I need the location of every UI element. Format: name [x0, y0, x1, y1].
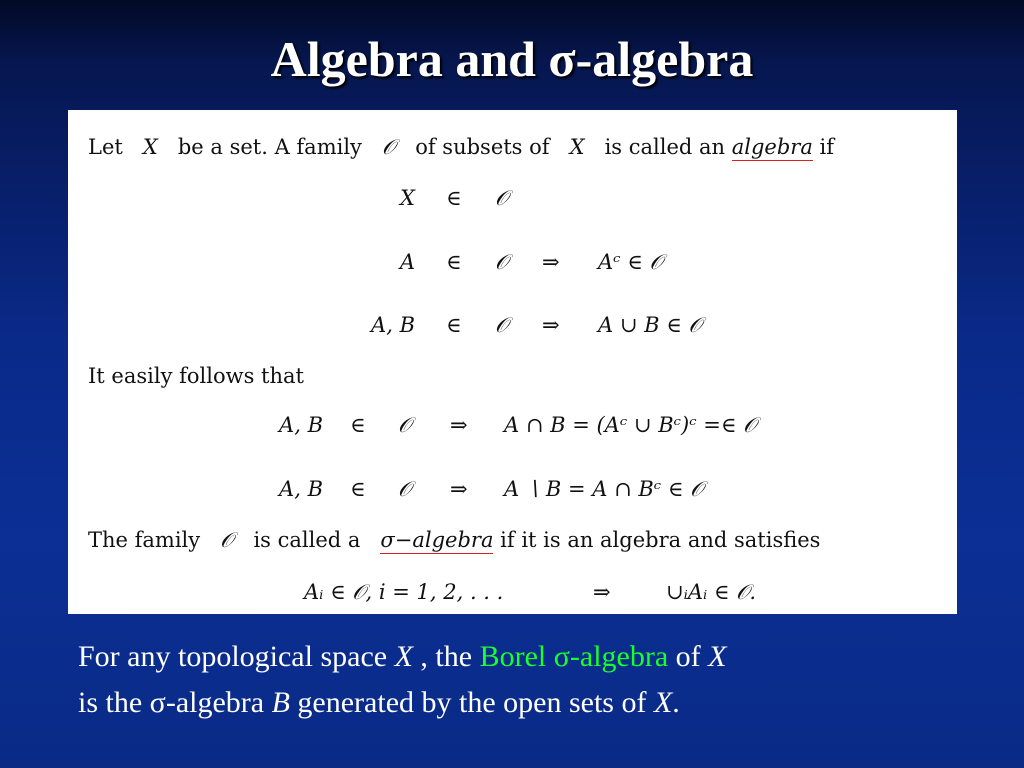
- text-if: if: [819, 135, 835, 159]
- term-sigma-algebra: σ−algebra: [380, 528, 494, 552]
- symbol-b: B: [271, 686, 290, 719]
- consequence-set: 𝒪: [398, 477, 412, 501]
- text-the-family: The family: [88, 528, 201, 552]
- text-is-the-sigma-algebra: is the σ-algebra: [78, 686, 265, 719]
- definition-panel: [68, 110, 957, 614]
- text-is-called-a: is called a: [253, 528, 361, 552]
- sigma-condition-lhs: Aᵢ ∈ 𝒪, i = 1, 2, . . .: [304, 580, 504, 604]
- axiom-implies: ⇒: [542, 313, 560, 337]
- borel-remark: [78, 634, 958, 726]
- axiom-lhs: A: [399, 250, 415, 274]
- text-of: of: [675, 640, 701, 673]
- axiom-lhs: A, B: [371, 313, 415, 337]
- symbol-x: X: [394, 640, 413, 673]
- consequence-relation: ∈: [350, 477, 366, 501]
- text-generated-by: generated by the open sets of: [297, 686, 647, 719]
- text-is-called-an: is called an: [604, 135, 726, 159]
- consequence-rhs: A ∖ B = A ∩ Bᶜ ∈ 𝒪: [504, 477, 704, 501]
- follows-text: It easily follows that: [88, 364, 304, 388]
- term-algebra: algebra: [731, 135, 813, 159]
- sigma-algebra-definition-line: [88, 528, 820, 553]
- symbol-x: X: [708, 640, 727, 673]
- axiom-rhs: A ∪ B ∈ 𝒪: [598, 313, 702, 337]
- text-of-subsets: of subsets of: [415, 135, 550, 159]
- axiom-relation: ∈: [446, 313, 462, 337]
- text-if-algebra-satisfies: if it is an algebra and satisfies: [500, 528, 821, 552]
- symbol-x: X: [653, 686, 673, 719]
- sigma-condition-implies: ⇒: [593, 580, 611, 604]
- symbol-x: X: [569, 135, 585, 159]
- consequence-lhs: A, B: [279, 477, 323, 501]
- symbol-x: X: [142, 135, 158, 159]
- axiom-set: 𝒪: [495, 313, 509, 337]
- slide-title: Algebra and σ-algebra: [270, 31, 754, 87]
- consequence-rhs: A ∩ B = (Aᶜ ∪ Bᶜ)ᶜ =∈ 𝒪: [504, 413, 757, 437]
- sigma-condition-rhs: ∪ᵢAᵢ ∈ 𝒪.: [666, 580, 757, 604]
- consequence-implies: ⇒: [450, 477, 468, 501]
- text-be-a-set: be a set. A family: [177, 135, 362, 159]
- symbol-family-o: 𝒪: [381, 135, 396, 159]
- term-borel-sigma-algebra: Borel σ-algebra: [479, 640, 669, 673]
- axiom-set: 𝒪: [495, 250, 509, 274]
- algebra-definition-line: [88, 135, 834, 160]
- axiom-set: 𝒪: [495, 186, 509, 210]
- consequence-relation: ∈: [350, 413, 366, 437]
- axiom-rhs: Aᶜ ∈ 𝒪: [598, 250, 663, 274]
- consequence-set: 𝒪: [398, 413, 412, 437]
- text-let: Let: [88, 135, 123, 159]
- consequence-implies: ⇒: [450, 413, 468, 437]
- text-the: , the: [420, 640, 473, 673]
- axiom-relation: ∈: [446, 250, 462, 274]
- text-for-any-space: For any topological space: [78, 640, 388, 673]
- axiom-lhs: X: [400, 186, 415, 210]
- axiom-relation: ∈: [446, 186, 462, 210]
- consequence-lhs: A, B: [279, 413, 323, 437]
- symbol-family-o: 𝒪: [220, 528, 234, 552]
- text-period: .: [672, 686, 680, 719]
- axiom-implies: ⇒: [542, 250, 560, 274]
